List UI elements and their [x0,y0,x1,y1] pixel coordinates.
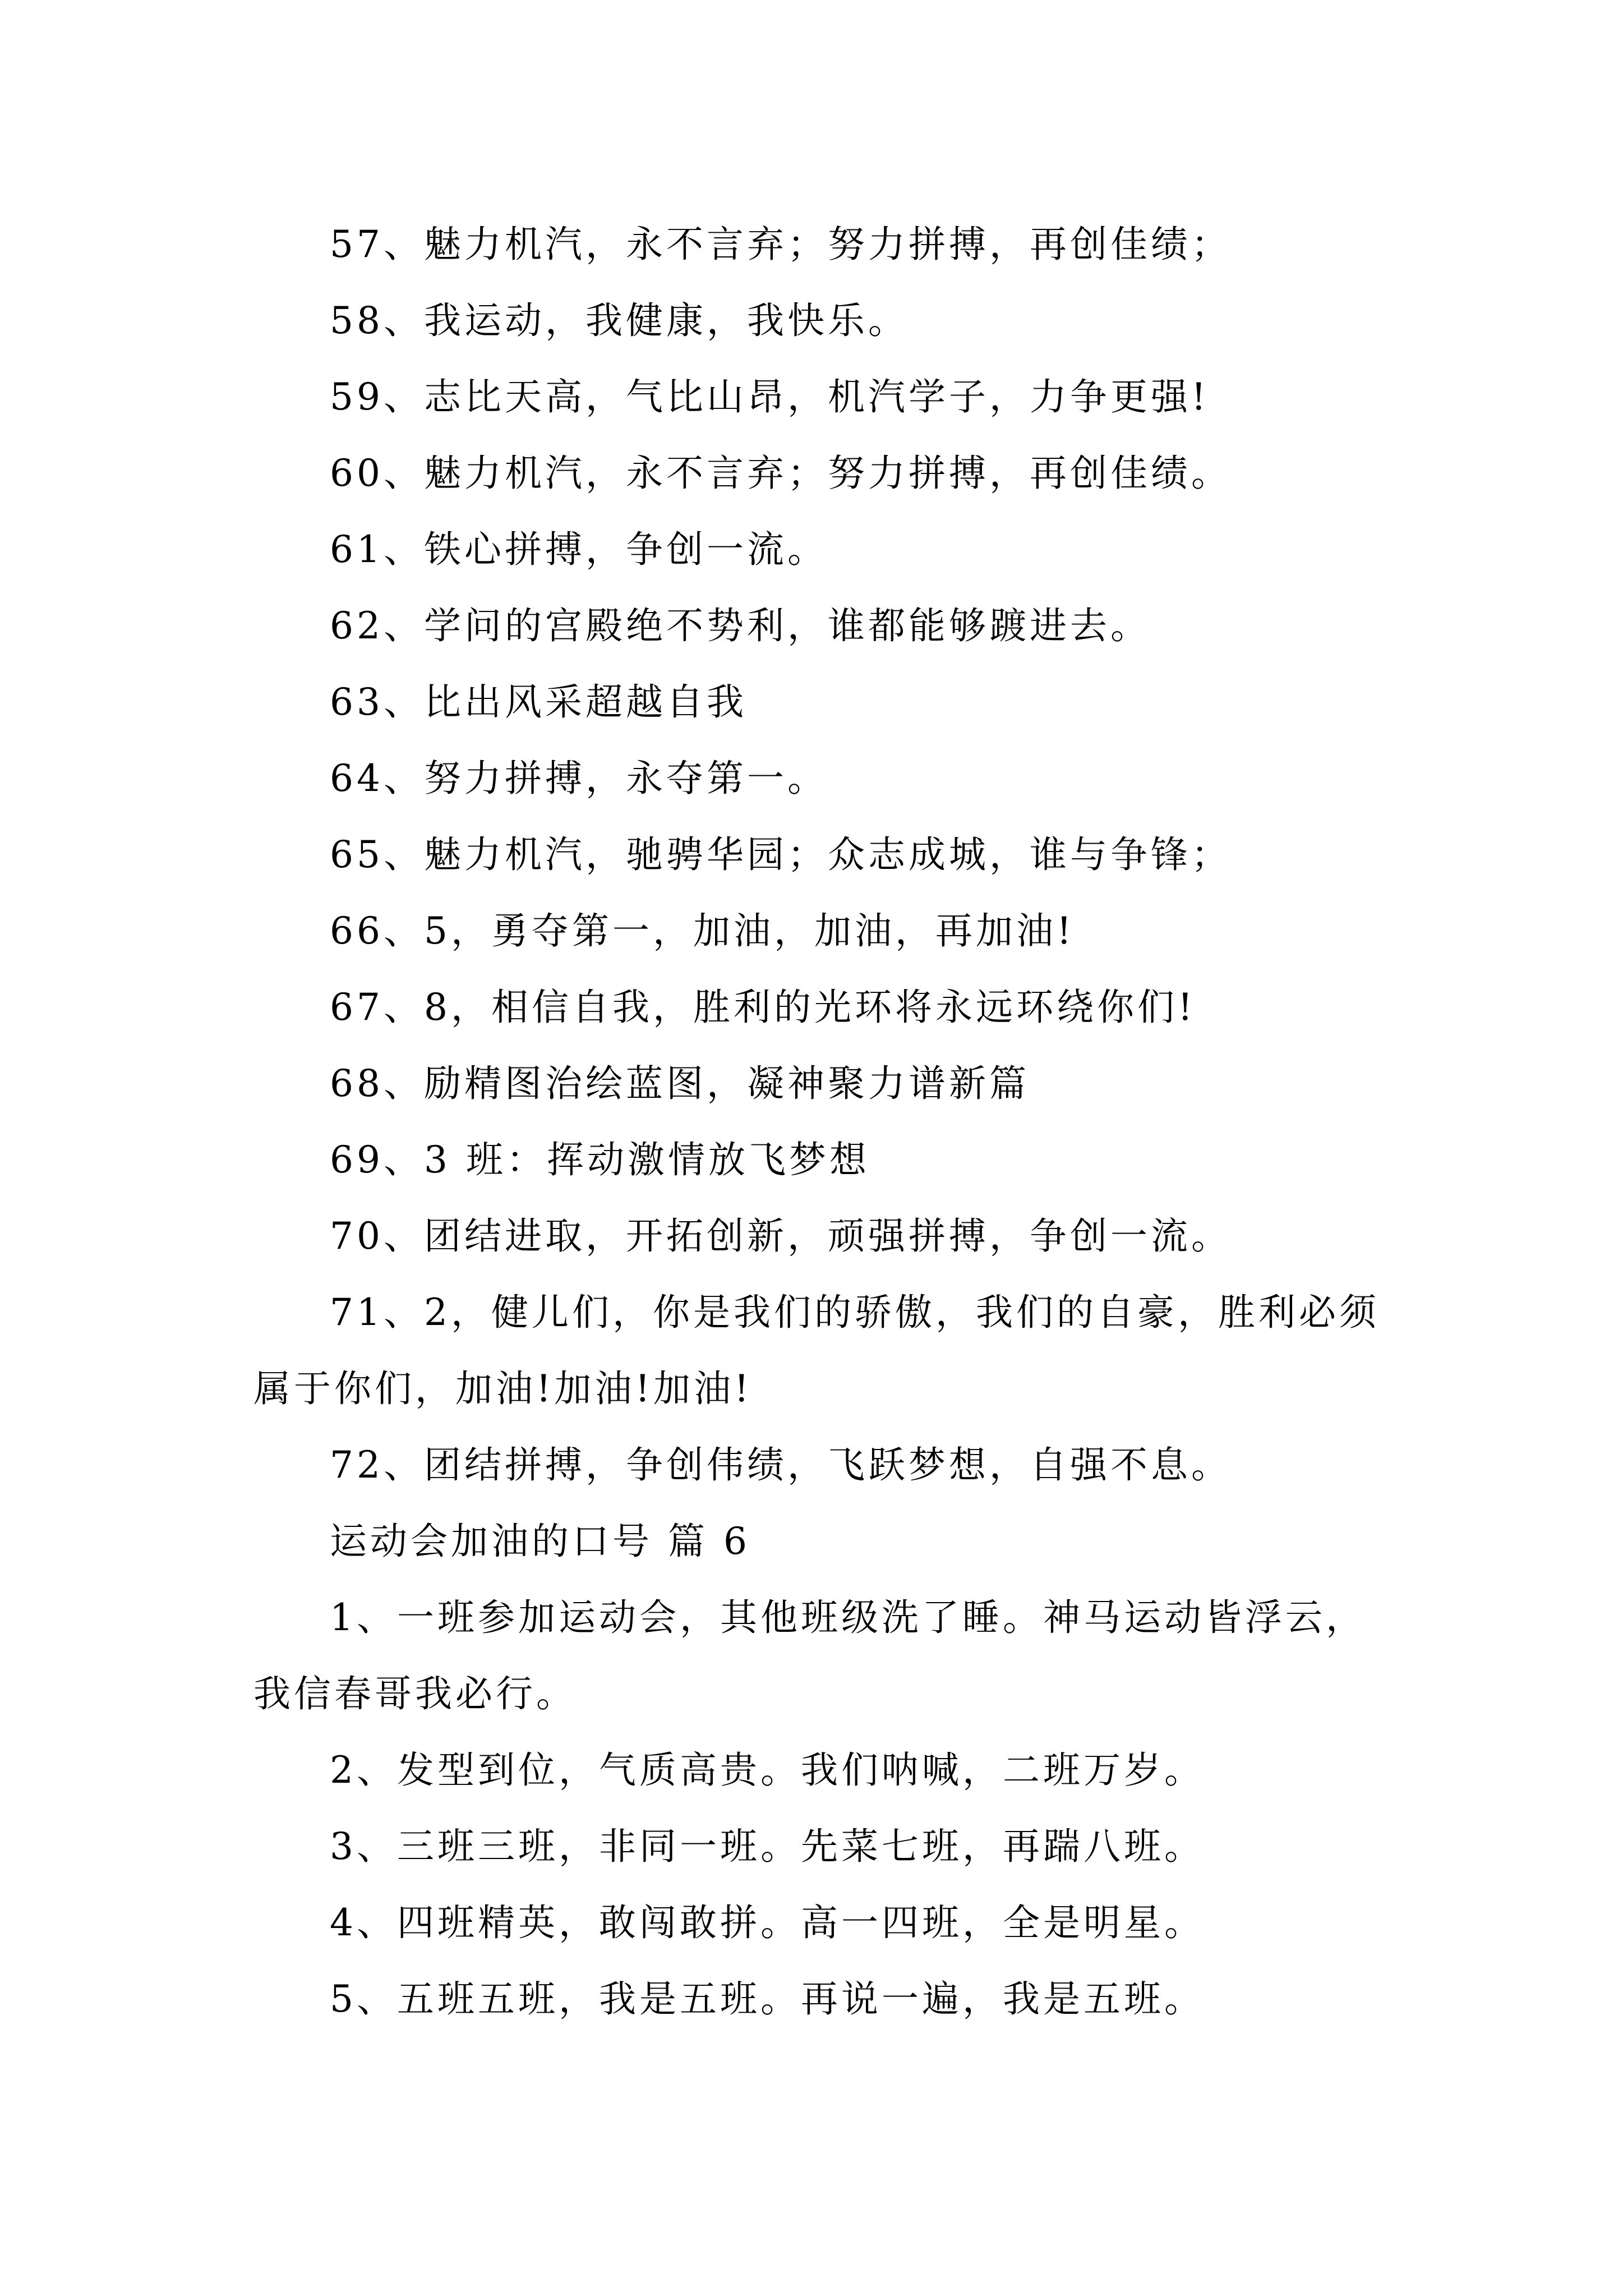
slogan-line-69: 69、3 班：挥动激情放飞梦想 [330,1138,870,1181]
slogan-line-2: 2、发型到位，气质高贵。我们呐喊，二班万岁。 [330,1749,1205,1792]
slogan-line-65: 65、魅力机汽，驰骋华园；众志成城，谁与争锋； [330,833,1232,876]
slogan-paragraph-1: 1、一班参加运动会，其他班级洗了睡。神马运动皆浮云，我信春哥我必行。 [253,1596,1366,1715]
section-heading: 运动会加油的口号 篇 6 [330,1520,750,1563]
slogan-line-68: 68、励精图治绘蓝图，凝神聚力谱新篇 [330,1062,1030,1105]
slogan-line-63: 63、比出风采超越自我 [330,680,747,724]
slogan-line-59: 59、志比天高，气比山昂，机汽学子，力争更强! [330,375,1210,418]
slogan-line-58: 58、我运动，我健康，我快乐。 [330,299,909,342]
slogan-line-66: 66、5，勇夺第一，加油，加油，再加油! [330,909,1075,953]
slogan-paragraph-71: 71、2，健儿们，你是我们的骄傲，我们的自豪，胜利必须属于你们，加油!加油!加油! [253,1291,1380,1410]
slogan-line-5: 5、五班五班，我是五班。再说一遍，我是五班。 [330,1977,1205,2021]
slogan-line-4: 4、四班精英，敢闯敢拼。高一四班，全是明星。 [330,1901,1205,1944]
slogan-line-61: 61、铁心拼搏，争创一流。 [330,528,828,571]
slogan-line-67: 67、8，相信自我，胜利的光环将永远环绕你们! [330,986,1196,1029]
slogan-line-70: 70、团结进取，开拓创新，顽强拼搏，争创一流。 [330,1214,1232,1258]
slogan-line-72: 72、团结拼搏，争创伟绩，飞跃梦想，自强不息。 [330,1443,1232,1487]
slogan-line-64: 64、努力拼搏，永夺第一。 [330,757,828,800]
document-body [253,206,1386,2037]
slogan-line-62: 62、学问的宫殿绝不势利，谁都能够踱进去。 [330,604,1151,647]
slogan-line-3: 3、三班三班，非同一班。先菜七班，再踹八班。 [330,1825,1205,1868]
slogan-line-60: 60、魅力机汽，永不言弃；努力拼搏，再创佳绩。 [330,452,1232,495]
slogan-line-57: 57、魅力机汽，永不言弃；努力拼搏，再创佳绩； [330,223,1232,266]
